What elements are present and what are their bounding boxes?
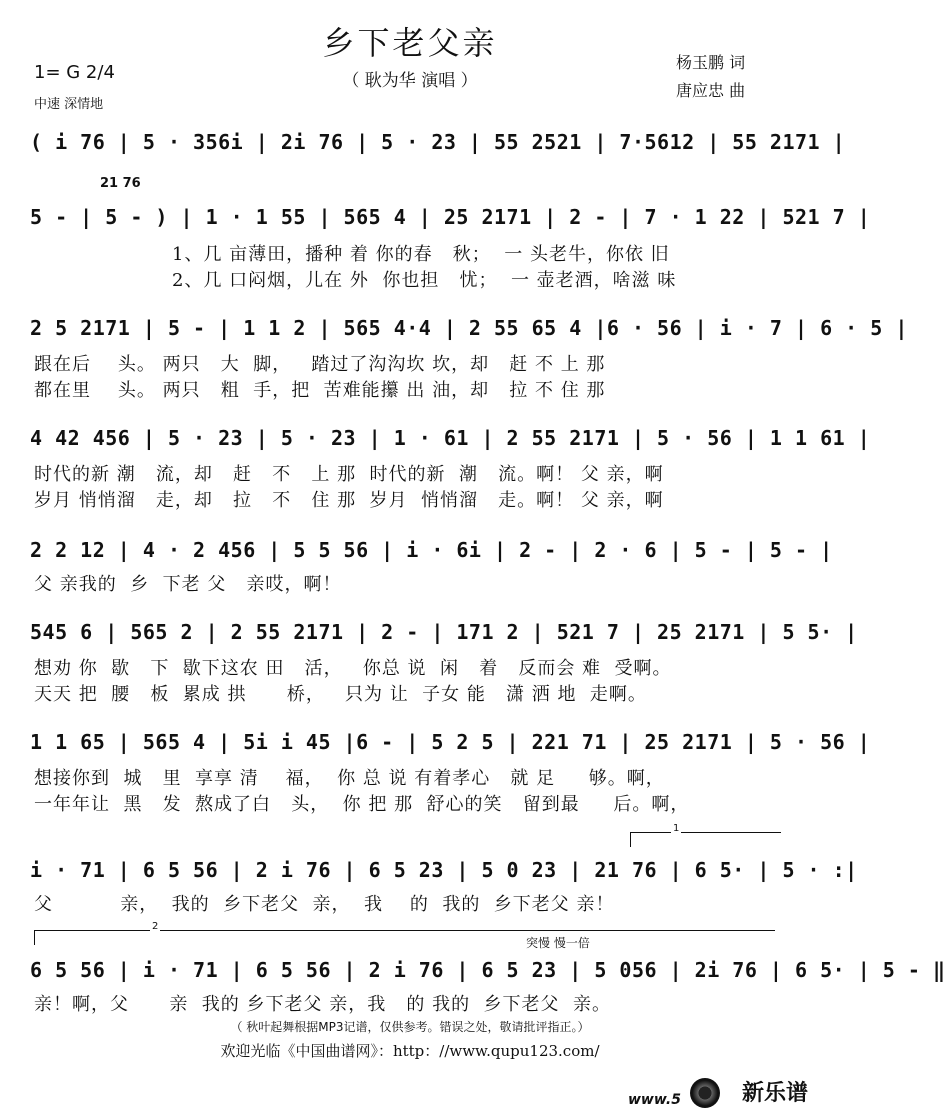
singer-subtitle: （ 耿为华 演唱 ）: [342, 71, 478, 91]
lyric-line-8a: 父 亲， 我的 乡下老父 亲， 我 的 我的 乡下老父 亲！: [34, 894, 615, 915]
first-ending-number: 1: [673, 823, 680, 834]
key-signature: 1= G 2/4: [34, 62, 115, 83]
score-row-5: 2 2 12 | 4 · 2 456 | 5 5 56 | i · 6i | 2 - | 2 · 6 | 5 - | 5 - |: [30, 538, 833, 562]
score-row-7: 1 1 65 | 565 4 | 5i i 45 |6 - | 5 2 5 | 221 71 | 25 2171 | 5 · 56 |: [30, 730, 871, 754]
score-row-3: 2 5 2171 | 5 - | 1 1 2 | 565 4·4 | 2 55 65 4 |6 · 56 | i · 7 | 6 · 5 |: [30, 316, 908, 340]
lyric-line-7b: 一年年让 黑 发 熬成了白 头， 你 把 那 舒心的笑 留到最 后。啊，: [34, 794, 690, 815]
lyric-line-9a: 亲！啊，父 亲 我的 乡下老父 亲，我 的 我的 乡下老父 亲。: [34, 994, 611, 1015]
welcome-footer: 欢迎光临《中国曲谱网》：http：//www.qupu123.com/: [220, 1042, 600, 1060]
lyric-line-6b: 天天 把 腰 板 累成 拱 桥， 只为 让 子女 能 潇 洒 地 走啊。: [34, 684, 647, 705]
watermark-url: www.5: [628, 1092, 681, 1108]
lyric-line-7a: 想接你到 城 里 享享 清 福， 你 总 说 有着孝心 就 足 够。啊，: [34, 768, 665, 789]
score-row-6: 545 6 | 565 2 | 2 55 2171 | 2 - | 171 2 | 521 7 | 25 2171 | 5 5· |: [30, 620, 858, 644]
tempo-change-annotation: 突慢 慢一倍: [526, 936, 590, 950]
second-ending-bracket: [34, 921, 775, 945]
lyric-line-4a: 时代的新 潮 流，却 赶 不 上 那 时代的新 潮 流。啊！ 父 亲，啊: [34, 464, 664, 485]
score-row-4: 4 42 456 | 5 · 23 | 5 · 23 | 1 · 61 | 2 55 2171 | 5 · 56 | 1 1 61 |: [30, 426, 871, 450]
lyric-line-4b: 岁月 悄悄溜 走，却 拉 不 住 那 岁月 悄悄溜 走。啊！ 父 亲，啊: [34, 490, 664, 511]
lyric-line-3b: 都在里 头。 两只 粗 手，把 苦难能攥 出 油，却 拉 不 住 那: [34, 380, 606, 401]
above-staff-annotation: 21 76: [100, 176, 141, 191]
second-ending-number: 2: [152, 921, 159, 932]
lyric-line-2b: 2、几 口闷烟，儿在 外 你也担 忧； 一 壶老酒，啥滋 味: [172, 270, 677, 291]
transcriber-note: （ 秋叶起舞根据MP3记谱，仅供参考。错误之处，敬请批评指正。）: [230, 1020, 590, 1034]
lyric-line-2a: 1、几 亩薄田，播种 着 你的春 秋； 一 头老牛，你依 旧: [172, 244, 670, 265]
score-row-2: 5 - | 5 - ) | 1 · 1 55 | 565 4 | 25 2171 | 2 - | 7 · 1 22 | 521 7 |: [30, 205, 871, 229]
watermark-logo: 新乐谱: [741, 1081, 808, 1106]
tempo-marking: 中速 深情地: [34, 97, 104, 112]
lyric-line-3a: 跟在后 头。 两只 大 脚， 踏过了沟沟坎 坎，却 赶 不 上 那: [34, 354, 606, 375]
vinyl-disc-icon: [690, 1078, 720, 1108]
score-row-1: ( i 76 | 5 · 356i | 2i 76 | 5 · 23 | 55 2521 | 7·5612 | 55 2171 |: [30, 130, 846, 154]
lyricist-credit: 杨玉鹏 词: [676, 53, 746, 72]
score-row-9: 6 5 56 | i · 71 | 6 5 56 | 2 i 76 | 6 5 23 | 5 056 | 2i 76 | 6 5· | 5 - ‖: [30, 958, 946, 982]
first-ending-bracket: [630, 823, 781, 847]
page-title: 乡下老父亲: [322, 24, 498, 62]
score-row-8: i · 71 | 6 5 56 | 2 i 76 | 6 5 23 | 5 0 23 | 21 76 | 6 5· | 5 · :|: [30, 858, 858, 882]
composer-credit: 唐应忠 曲: [676, 81, 746, 100]
lyric-line-5a: 父 亲我的 乡 下老 父 亲哎，啊！: [34, 574, 342, 595]
lyric-line-6a: 想劝 你 歇 下 歇下这农 田 活， 你总 说 闲 着 反而会 难 受啊。: [34, 658, 672, 679]
